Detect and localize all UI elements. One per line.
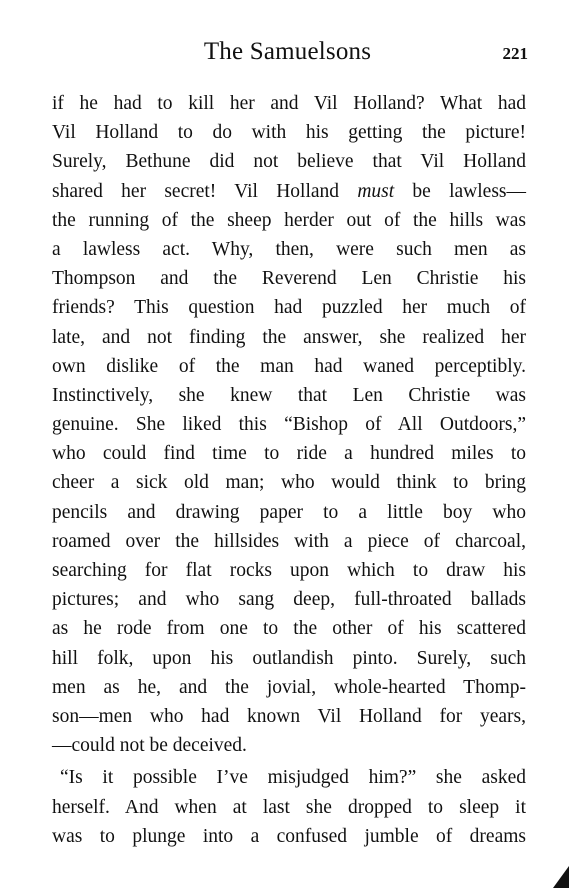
text-line: friends? This question had puzzled her much of xyxy=(52,297,526,319)
text-line: Vil Holland to do with his getting the picture! xyxy=(52,122,526,144)
text-line: hill folk, upon his outlandish pinto. Surely, such xyxy=(52,647,526,669)
text-line: was to plunge into a confused jumble of dreams xyxy=(52,825,526,847)
text-line: Thompson and the Reverend Len Christie his xyxy=(52,268,526,290)
text-line: son—men who had known Vil Holland for years, xyxy=(52,705,526,727)
text-line: who could find time to ride a hundred miles to xyxy=(52,443,526,465)
text-line: Surely, Bethune did not believe that Vil Holland xyxy=(52,151,526,173)
text-line: own dislike of the man had waned perceptibly. xyxy=(52,355,526,377)
text-line: “Is it possible I’ve misjudged him?” she asked xyxy=(60,767,526,789)
text-line: if he had to kill her and Vil Holland? What had xyxy=(52,93,526,114)
text-line: herself. And when at last she dropped to sleep it xyxy=(52,796,526,818)
text-line: men as he, and the jovial, whole-hearted Thomp- xyxy=(52,676,526,698)
text-line: Instinctively, she knew that Len Christie was xyxy=(52,384,526,406)
running-header-title: The Samuelsons xyxy=(203,38,372,65)
text-line: a lawless act. Why, then, were such men as xyxy=(52,238,526,260)
body-text xyxy=(52,89,526,851)
text-line: genuine. She liked this “Bishop of All Outdoors,” xyxy=(52,414,526,436)
text-line: roamed over the hillsides with a piece of charcoal, xyxy=(52,530,526,552)
text-line: as he rode from one to the other of his scattered xyxy=(52,618,526,640)
text-line: pictures; and who sang deep, full-throated ballads xyxy=(52,589,526,611)
page-corner-mark xyxy=(553,866,569,888)
page-number: 221 xyxy=(502,44,528,63)
text-line: the running of the sheep herder out of the hills was xyxy=(52,209,526,231)
text-line: late, and not finding the answer, she realized her xyxy=(52,326,526,348)
text-line: searching for flat rocks upon which to draw his xyxy=(52,560,526,581)
text-line: pencils and drawing paper to a little boy who xyxy=(52,501,526,523)
text-line: shared her secret! Vil Holland must be lawless— xyxy=(52,180,527,202)
emphasis-word: must xyxy=(357,180,395,202)
text-line: —could not be deceived. xyxy=(52,735,247,757)
text-line: cheer a sick old man; who would think to bring xyxy=(52,472,526,494)
